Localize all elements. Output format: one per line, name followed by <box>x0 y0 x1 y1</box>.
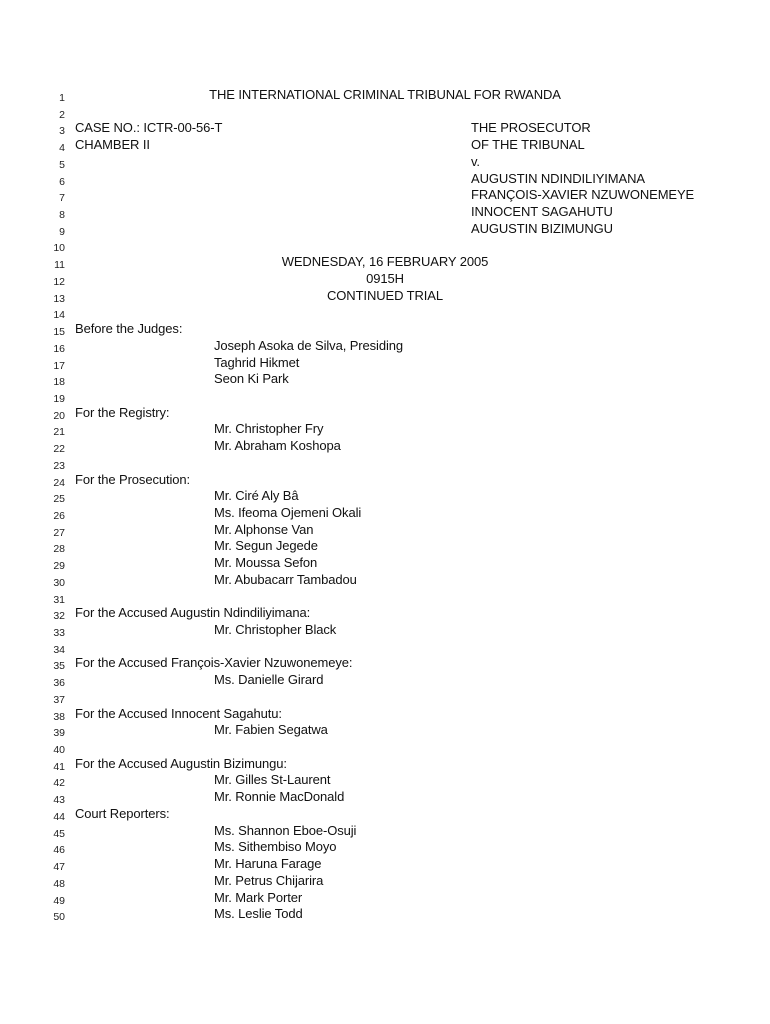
centered-heading-text: CONTINUED TRIAL <box>327 287 443 303</box>
transcript-line <box>0 321 770 338</box>
transcript-line <box>0 823 770 840</box>
line-number: 29 <box>53 560 65 573</box>
line-number: 27 <box>53 526 65 539</box>
indented-name-text: Ms. Sithembiso Moyo <box>214 839 337 855</box>
transcript-line <box>0 890 770 907</box>
indented-name-text: Seon Ki Park <box>214 371 289 387</box>
line-number: 15 <box>53 326 65 339</box>
line-number: 35 <box>53 660 65 673</box>
indented-name-text: Mr. Fabien Segatwa <box>214 722 328 738</box>
indented-name-text: Mr. Abraham Koshopa <box>214 438 341 454</box>
transcript-line <box>0 405 770 422</box>
line-number: 43 <box>53 794 65 807</box>
line-number: 38 <box>53 710 65 723</box>
transcript-line <box>0 455 770 472</box>
transcript-line <box>0 605 770 622</box>
transcript-line <box>0 221 770 238</box>
indented-name-text: Mr. Segun Jegede <box>214 538 318 554</box>
transcript-line <box>0 204 770 221</box>
line-number: 16 <box>53 342 65 355</box>
indented-name-text: Mr. Mark Porter <box>214 889 303 905</box>
left-column-text: For the Registry: <box>75 404 170 420</box>
line-number: 3 <box>59 125 65 138</box>
transcript-line <box>0 538 770 555</box>
transcript-line <box>0 104 770 121</box>
line-number: 8 <box>59 209 65 222</box>
indented-name-text: Mr. Gilles St-Laurent <box>214 772 331 788</box>
line-number: 1 <box>59 92 65 104</box>
right-column-text: AUGUSTIN NDINDILIYIMANA <box>471 170 645 186</box>
transcript-line <box>0 171 770 188</box>
line-number: 33 <box>53 627 65 639</box>
line-number: 21 <box>53 426 65 439</box>
indented-name-text: Ms. Danielle Girard <box>214 672 324 688</box>
indented-name-text: Ms. Ifeoma Ojemeni Okali <box>214 504 362 520</box>
line-number: 28 <box>53 543 65 556</box>
transcript-line <box>0 672 770 689</box>
left-column-text: Court Reporters: <box>75 805 170 821</box>
transcript-line <box>0 856 770 873</box>
indented-name-text: Mr. Haruna Farage <box>214 856 322 872</box>
line-number: 19 <box>53 392 65 405</box>
right-column-text: v. <box>471 153 480 169</box>
line-number: 31 <box>53 593 65 606</box>
indented-name-text: Taghrid Hikmet <box>214 354 300 370</box>
indented-name-text: Mr. Christopher Fry <box>214 421 324 437</box>
line-number: 13 <box>53 292 65 305</box>
left-column-text: For the Accused François-Xavier Nzuwonemeye: <box>75 655 353 671</box>
line-number: 4 <box>59 142 65 155</box>
line-number: 11 <box>54 259 65 272</box>
line-number: 34 <box>53 643 65 656</box>
indented-name-text: Mr. Ronnie MacDonald <box>214 789 345 805</box>
line-number: 39 <box>53 727 65 740</box>
transcript-line <box>0 873 770 890</box>
right-column-text: THE PROSECUTOR <box>471 120 591 136</box>
centered-heading-text: WEDNESDAY, 16 FEBRUARY 2005 <box>281 254 489 270</box>
indented-name-text: Mr. Abubacarr Tambadou <box>214 571 357 587</box>
left-column-text: CHAMBER II <box>75 137 150 153</box>
indented-name-text: Ms. Shannon Eboe-Osuji <box>214 822 357 838</box>
transcript-line <box>0 756 770 773</box>
line-number: 49 <box>53 894 65 907</box>
line-number: 23 <box>53 459 65 472</box>
line-number: 30 <box>53 576 65 589</box>
line-number: 42 <box>53 777 65 790</box>
right-column-text: AUGUSTIN BIZIMUNGU <box>471 220 613 236</box>
transcript-line <box>0 355 770 372</box>
line-number: 22 <box>53 443 65 456</box>
line-number: 36 <box>53 677 65 690</box>
transcript-line <box>0 706 770 723</box>
transcript-line <box>0 488 770 505</box>
line-number: 45 <box>53 827 65 840</box>
transcript-line <box>0 522 770 539</box>
transcript-line <box>0 120 770 137</box>
transcript-line <box>0 338 770 355</box>
indented-name-text: Mr. Christopher Black <box>214 622 337 637</box>
transcript-line <box>0 639 770 656</box>
line-number: 26 <box>53 509 65 522</box>
transcript-line <box>0 472 770 489</box>
line-number: 6 <box>59 175 65 188</box>
line-number: 48 <box>53 877 65 890</box>
transcript-line <box>0 622 770 639</box>
transcript-line <box>0 271 770 288</box>
left-column-text: For the Prosecution: <box>75 471 191 487</box>
transcript-line <box>0 689 770 706</box>
transcript-line <box>0 555 770 572</box>
transcript-line <box>0 438 770 455</box>
left-column-text: For the Accused Augustin Bizimungu: <box>75 755 287 771</box>
line-number: 41 <box>53 760 65 773</box>
centered-heading-text: THE INTERNATIONAL CRIMINAL TRIBUNAL FOR RWANDA <box>209 87 561 102</box>
transcript-line <box>0 87 770 104</box>
transcript-line <box>0 288 770 305</box>
line-number: 7 <box>59 192 65 205</box>
transcript-line <box>0 906 770 923</box>
transcript-line <box>0 806 770 823</box>
transcript-line <box>0 371 770 388</box>
transcript-line <box>0 254 770 271</box>
line-number: 40 <box>53 744 65 757</box>
transcript-line <box>0 154 770 171</box>
line-number: 12 <box>53 275 65 288</box>
centered-heading-text: 0915H <box>366 270 404 286</box>
line-number: 32 <box>53 610 65 623</box>
line-number: 14 <box>53 309 65 322</box>
line-number: 24 <box>53 476 65 489</box>
left-column-text: For the Accused Innocent Sagahutu: <box>75 705 282 721</box>
right-column-text: FRANÇOIS-XAVIER NZUWONEMEYE <box>471 187 695 203</box>
transcript-line <box>0 505 770 522</box>
transcript-line <box>0 789 770 806</box>
indented-name-text: Mr. Petrus Chijarira <box>214 872 324 888</box>
right-column-text: OF THE TRIBUNAL <box>471 137 585 153</box>
line-number: 25 <box>53 493 65 506</box>
line-number: 2 <box>59 108 65 121</box>
line-number: 46 <box>53 844 65 857</box>
transcript-line <box>0 187 770 204</box>
line-number: 50 <box>53 911 65 924</box>
transcript-line <box>0 388 770 405</box>
indented-name-text: Ms. Leslie Todd <box>214 906 303 922</box>
transcript-line <box>0 572 770 589</box>
line-number: 9 <box>59 225 65 238</box>
line-number: 10 <box>53 242 65 255</box>
indented-name-text: Mr. Moussa Sefon <box>214 555 318 571</box>
line-number: 20 <box>53 409 65 422</box>
transcript-line <box>0 589 770 606</box>
indented-name-text: Mr. Ciré Aly Bâ <box>214 488 299 504</box>
line-number: 5 <box>59 158 65 171</box>
left-column-text: CASE NO.: ICTR-00-56-T <box>75 120 223 136</box>
transcript-line <box>0 655 770 672</box>
transcript-line <box>0 137 770 154</box>
transcript-line <box>0 722 770 739</box>
transcript-line <box>0 237 770 254</box>
line-number: 17 <box>53 359 65 372</box>
transcript-page <box>0 87 770 923</box>
left-column-text: Before the Judges: <box>75 321 183 337</box>
left-column-text: For the Accused Augustin Ndindiliyimana: <box>75 605 311 621</box>
indented-name-text: Mr. Alphonse Van <box>214 521 314 537</box>
transcript-line <box>0 304 770 321</box>
line-number: 37 <box>53 693 65 706</box>
transcript-line <box>0 421 770 438</box>
indented-name-text: Joseph Asoka de Silva, Presiding <box>214 337 404 353</box>
right-column-text: INNOCENT SAGAHUTU <box>471 204 613 220</box>
line-number: 47 <box>53 861 65 874</box>
transcript-line <box>0 772 770 789</box>
line-number: 44 <box>53 810 65 823</box>
line-number: 18 <box>53 376 65 389</box>
transcript-line <box>0 739 770 756</box>
transcript-line <box>0 839 770 856</box>
